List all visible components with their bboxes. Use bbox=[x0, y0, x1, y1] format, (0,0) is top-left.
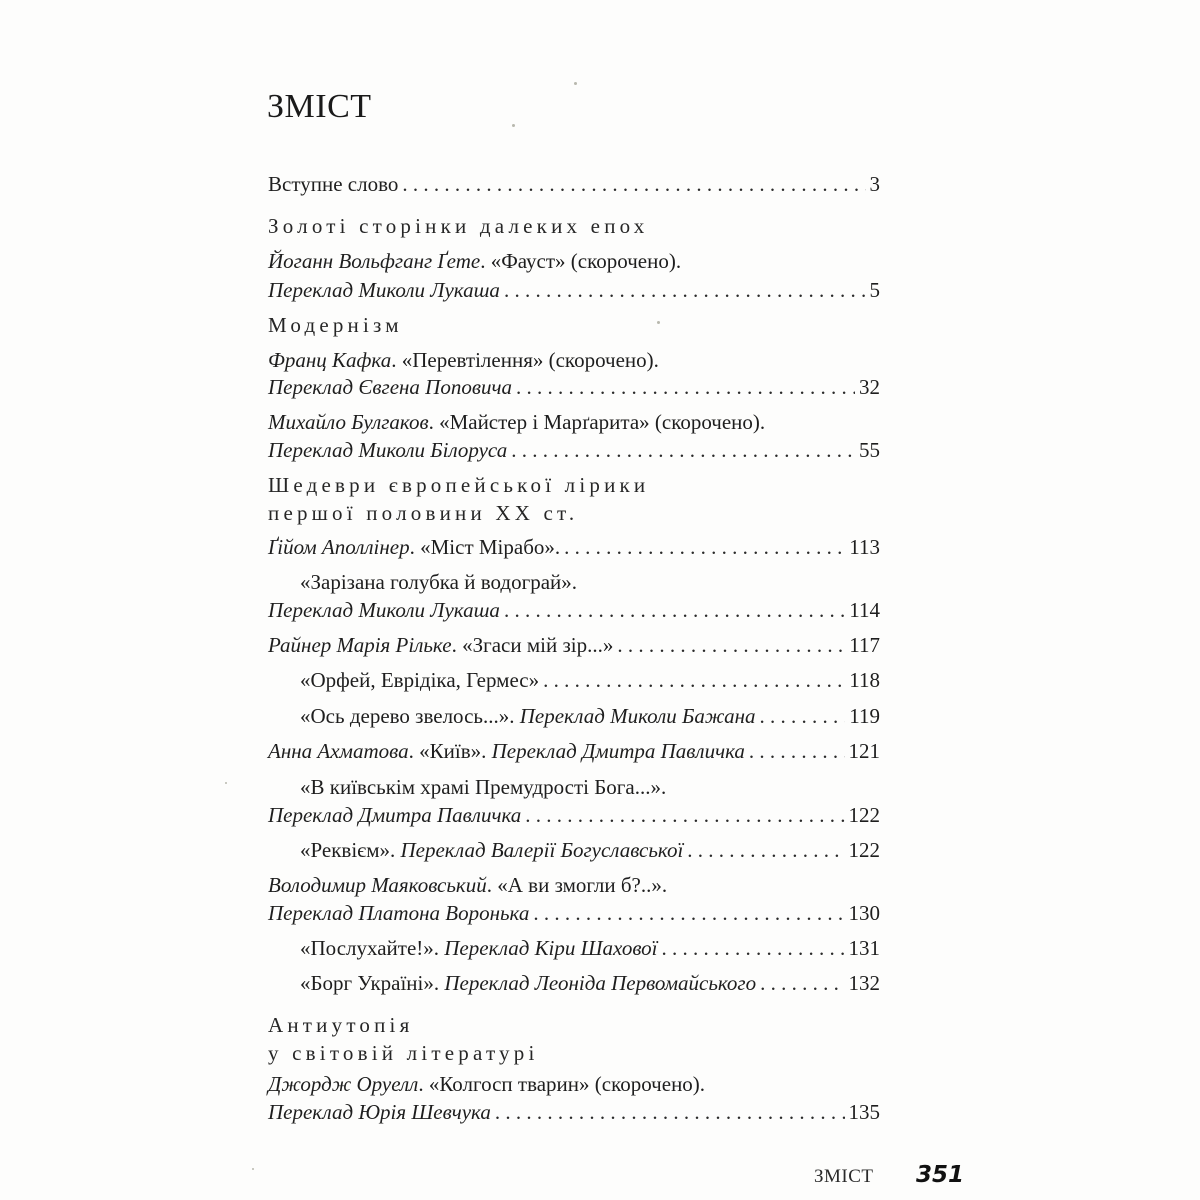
toc-page-number: 118 bbox=[849, 668, 880, 692]
toc-entry-title bbox=[268, 702, 756, 730]
toc-page-number: 32 bbox=[859, 375, 880, 399]
author-or-translator: Переклад Дмитра Павличка bbox=[268, 803, 522, 827]
toc-entry-title bbox=[268, 969, 756, 997]
toc-entry-title bbox=[268, 1072, 705, 1096]
toc-entry-title bbox=[268, 631, 613, 659]
work-title: «Ось дерево звелось...». bbox=[300, 704, 520, 728]
author-or-translator: Переклад Євгена Поповича bbox=[268, 375, 512, 399]
page-title: ЗМІСТ bbox=[267, 88, 372, 125]
toc-entry-title bbox=[268, 873, 667, 897]
paper-speck bbox=[657, 321, 660, 324]
paper-speck bbox=[252, 1168, 254, 1170]
dot-leader bbox=[511, 436, 855, 464]
dot-leader bbox=[564, 533, 845, 561]
dot-leader bbox=[533, 899, 844, 927]
toc-page-number: 131 bbox=[848, 936, 880, 960]
section-heading: Модернізм bbox=[268, 313, 403, 337]
dot-leader bbox=[495, 1098, 845, 1126]
work-title: «Зарізана голубка й водограй». bbox=[300, 570, 578, 594]
toc-entry-line bbox=[268, 346, 880, 374]
work-title: . «Колгосп тварин» (скорочено). bbox=[418, 1072, 706, 1096]
work-title: . «Міст Мірабо». bbox=[409, 535, 561, 559]
section-heading: Шедеври європейської лірики bbox=[268, 473, 650, 497]
work-title: «Борг Україні». bbox=[300, 971, 445, 995]
toc-page-number: 121 bbox=[848, 739, 880, 763]
author-or-translator: Йоганн Вольфганг Ґете bbox=[268, 249, 481, 273]
toc-entry-title bbox=[268, 666, 539, 694]
dot-leader bbox=[516, 373, 855, 401]
dot-leader bbox=[504, 276, 866, 304]
work-title: «В київськім храмі Премудрості Бога...». bbox=[300, 775, 667, 799]
dot-leader bbox=[749, 737, 845, 765]
toc-entry[interactable] bbox=[268, 702, 880, 730]
toc-page-number: 119 bbox=[849, 704, 880, 728]
running-footer-label: ЗМІСТ bbox=[814, 1166, 874, 1187]
section-heading: Золоті сторінки далеких епох bbox=[268, 214, 649, 238]
author-or-translator: Ґійом Аполлінер bbox=[268, 535, 410, 559]
toc-entry[interactable] bbox=[268, 373, 880, 401]
dot-leader bbox=[402, 170, 865, 198]
author-or-translator: Переклад Миколи Бажана bbox=[519, 704, 756, 728]
work-title: . «Фауст» (скорочено). bbox=[480, 249, 682, 273]
toc-page-number: 117 bbox=[849, 633, 880, 657]
page-number: 351 bbox=[916, 1162, 965, 1188]
author-or-translator: Анна Ахматова bbox=[268, 739, 409, 763]
toc-entry[interactable] bbox=[268, 170, 880, 198]
toc-entry-line bbox=[268, 1070, 880, 1098]
work-title: «Орфей, Еврідіка, Гермес» bbox=[300, 668, 540, 692]
toc-entry[interactable] bbox=[268, 934, 880, 962]
author-or-translator: Володимир Маяковський bbox=[268, 873, 487, 897]
toc-entry-title bbox=[268, 1098, 491, 1126]
work-title: . «Перевтілення» (скорочено). bbox=[391, 348, 659, 372]
toc-entry-title bbox=[268, 410, 765, 434]
work-title: . «Майстер і Марґарита» (скорочено). bbox=[428, 410, 766, 434]
toc-entry[interactable] bbox=[268, 1098, 880, 1126]
toc-entry-title bbox=[268, 348, 659, 372]
toc-entry-title bbox=[268, 170, 398, 198]
section-heading: Антиутопія bbox=[268, 1013, 414, 1037]
toc-entry-title bbox=[268, 775, 666, 799]
work-title: . «Згаси мій зір...» bbox=[451, 633, 614, 657]
author-or-translator: Переклад Дмитра Павличка bbox=[491, 739, 745, 763]
paper-speck bbox=[512, 124, 515, 127]
toc-entry[interactable] bbox=[268, 737, 880, 765]
toc-entry[interactable] bbox=[268, 276, 880, 304]
toc-page-number: 130 bbox=[848, 901, 880, 925]
paper-speck bbox=[574, 82, 577, 85]
toc-entry-title bbox=[268, 801, 521, 829]
toc-page-number: 122 bbox=[848, 803, 880, 827]
toc-entry-title bbox=[268, 836, 683, 864]
toc-entry-title bbox=[268, 373, 512, 401]
toc-entry[interactable] bbox=[268, 899, 880, 927]
section-heading: у світовій літературі bbox=[268, 1041, 539, 1065]
author-or-translator: Переклад Валерії Богуславської bbox=[400, 838, 684, 862]
toc-page-number: 3 bbox=[869, 172, 880, 196]
toc-page-number: 132 bbox=[848, 971, 880, 995]
dot-leader bbox=[760, 969, 844, 997]
toc-entry[interactable] bbox=[268, 666, 880, 694]
work-title: Вступне слово bbox=[268, 172, 399, 196]
toc-entry[interactable] bbox=[268, 533, 880, 561]
author-or-translator: Переклад Миколи Білоруса bbox=[268, 438, 508, 462]
author-or-translator: Джордж Оруелл bbox=[268, 1072, 419, 1096]
toc-entry-line bbox=[268, 773, 880, 801]
toc-entry-title bbox=[268, 934, 658, 962]
dot-leader bbox=[617, 631, 845, 659]
toc-entry-title bbox=[268, 596, 500, 624]
author-or-translator: Переклад Миколи Лукаша bbox=[268, 598, 500, 622]
toc-entry-title bbox=[268, 533, 560, 561]
toc-entry-line bbox=[268, 247, 880, 275]
toc-entry-title bbox=[268, 276, 500, 304]
toc-page-number: 122 bbox=[848, 838, 880, 862]
toc-page-number: 113 bbox=[849, 535, 880, 559]
toc-entry-title bbox=[268, 899, 529, 927]
toc-entry-title bbox=[268, 737, 745, 765]
dot-leader bbox=[504, 596, 845, 624]
toc-entry[interactable] bbox=[268, 801, 880, 829]
author-or-translator: Переклад Леоніда Первомайського bbox=[444, 971, 757, 995]
toc-entry[interactable] bbox=[268, 969, 880, 997]
work-title: . «А ви змогли б?..». bbox=[486, 873, 668, 897]
toc-entry[interactable] bbox=[268, 836, 880, 864]
toc-entry[interactable] bbox=[268, 596, 880, 624]
toc-entry-line bbox=[268, 871, 880, 899]
toc-page-number: 55 bbox=[859, 438, 880, 462]
toc-entry-title bbox=[268, 570, 577, 594]
author-or-translator: Переклад Юрія Шевчука bbox=[268, 1100, 491, 1124]
section-heading: першої половини XX ст. bbox=[268, 501, 579, 525]
dot-leader bbox=[525, 801, 844, 829]
toc-entry[interactable] bbox=[268, 436, 880, 464]
toc-page-number: 135 bbox=[848, 1100, 880, 1124]
work-title: «Послухайте!». bbox=[300, 936, 445, 960]
toc-entry-line bbox=[268, 568, 880, 596]
author-or-translator: Райнер Марія Рільке bbox=[268, 633, 452, 657]
author-or-translator: Переклад Миколи Лукаша bbox=[268, 278, 500, 302]
author-or-translator: Переклад Платона Воронька bbox=[268, 901, 530, 925]
toc-page-number: 114 bbox=[849, 598, 880, 622]
toc-page-number: 5 bbox=[869, 278, 880, 302]
dot-leader bbox=[662, 934, 845, 962]
author-or-translator: Франц Кафка bbox=[268, 348, 392, 372]
dot-leader bbox=[687, 836, 844, 864]
work-title: «Реквієм». bbox=[300, 838, 401, 862]
paper-speck bbox=[225, 782, 227, 784]
author-or-translator: Переклад Кіри Шахової bbox=[444, 936, 658, 960]
toc-entry-line bbox=[268, 408, 880, 436]
dot-leader bbox=[760, 702, 846, 730]
toc-entry-title bbox=[268, 436, 507, 464]
author-or-translator: Михайло Булгаков bbox=[268, 410, 429, 434]
toc-entry-title bbox=[268, 249, 681, 273]
toc-entry[interactable] bbox=[268, 631, 880, 659]
work-title: . «Київ». bbox=[408, 739, 492, 763]
dot-leader bbox=[543, 666, 845, 694]
